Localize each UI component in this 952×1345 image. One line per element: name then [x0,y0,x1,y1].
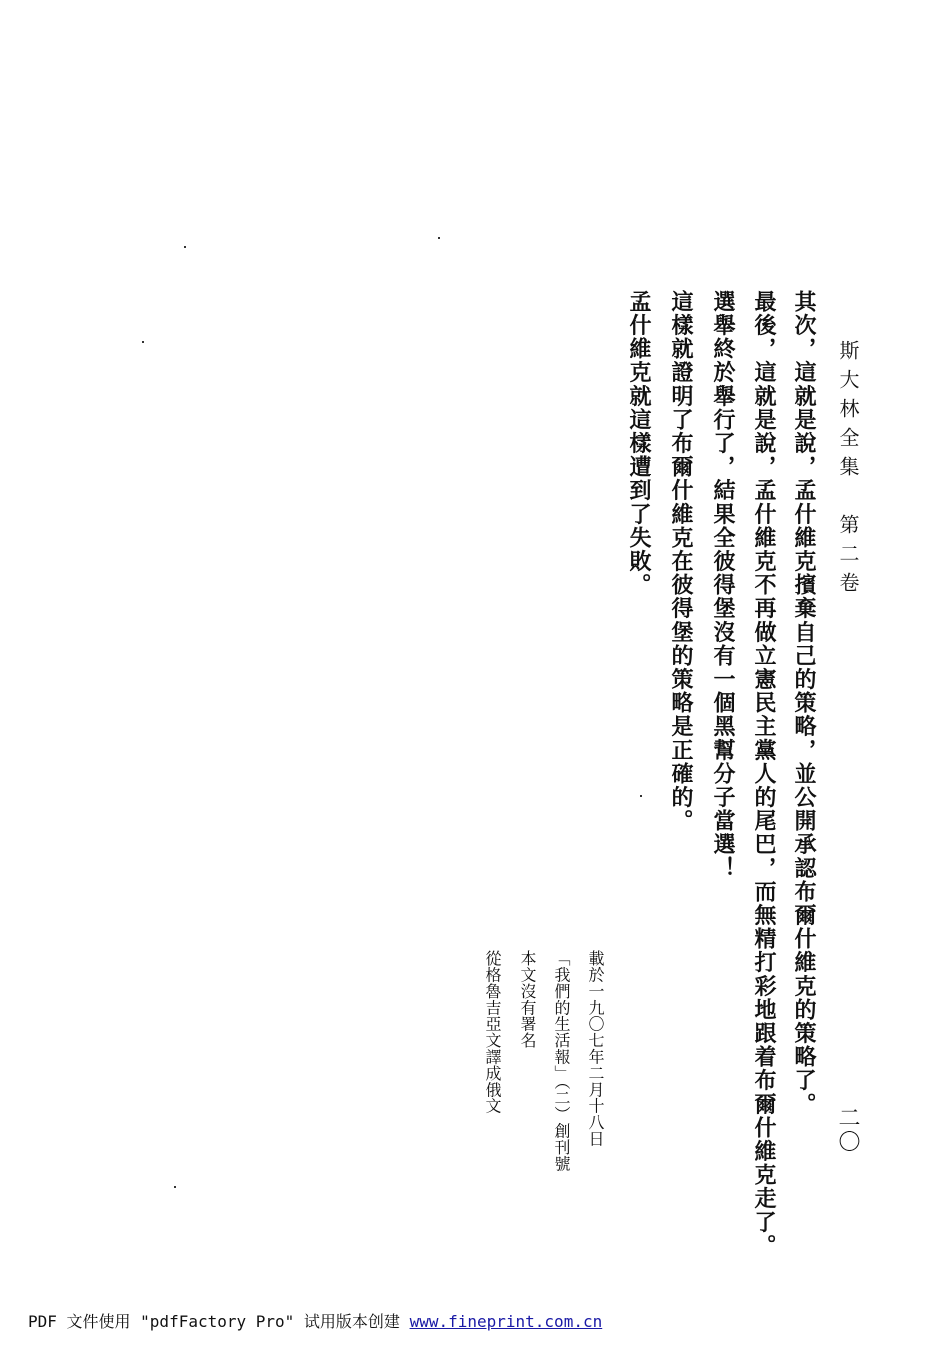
scan-speck [438,237,440,239]
scan-speck [184,246,186,248]
source-note-line-2: 「我們的生活報」（二）創刊號 [552,950,571,1172]
scan-speck [174,1186,176,1188]
footer-link[interactable]: www.fineprint.com.cn [409,1312,603,1331]
page-number: 二〇 [835,1106,860,1154]
scan-speck [640,795,642,797]
body-line-5: 孟什維克就這樣遭到了失敗。 [626,290,652,597]
source-note-line-4: 從格魯吉亞文譯成俄文 [483,950,502,1114]
body-line-1: 其次，這就是說，孟什維克擯棄自己的策略，並公開承認布爾什維克的策略了。 [791,290,817,1116]
running-header-title: 斯大林全集 第二卷 [836,340,860,601]
source-note-line-1: 載於一九〇七年二月十八日 [586,950,605,1147]
body-line-3: 選舉終於舉行了，結果全彼得堡沒有一個黑幫分子當選！ [710,290,736,880]
source-note-line-3: 本文沒有署名 [518,950,537,1049]
body-line-2: 最後，這就是說，孟什維克不再做立憲民主黨人的尾巴，而無精打彩地跟着布爾什維克走了。 [751,290,777,1258]
scan-speck [142,341,144,343]
pdf-footer [28,1309,602,1332]
footer-text: PDF 文件使用 "pdfFactory Pro" 试用版本创建 [28,1312,410,1331]
body-line-4: 這樣就證明了布爾什維克在彼得堡的策略是正確的。 [668,290,694,833]
